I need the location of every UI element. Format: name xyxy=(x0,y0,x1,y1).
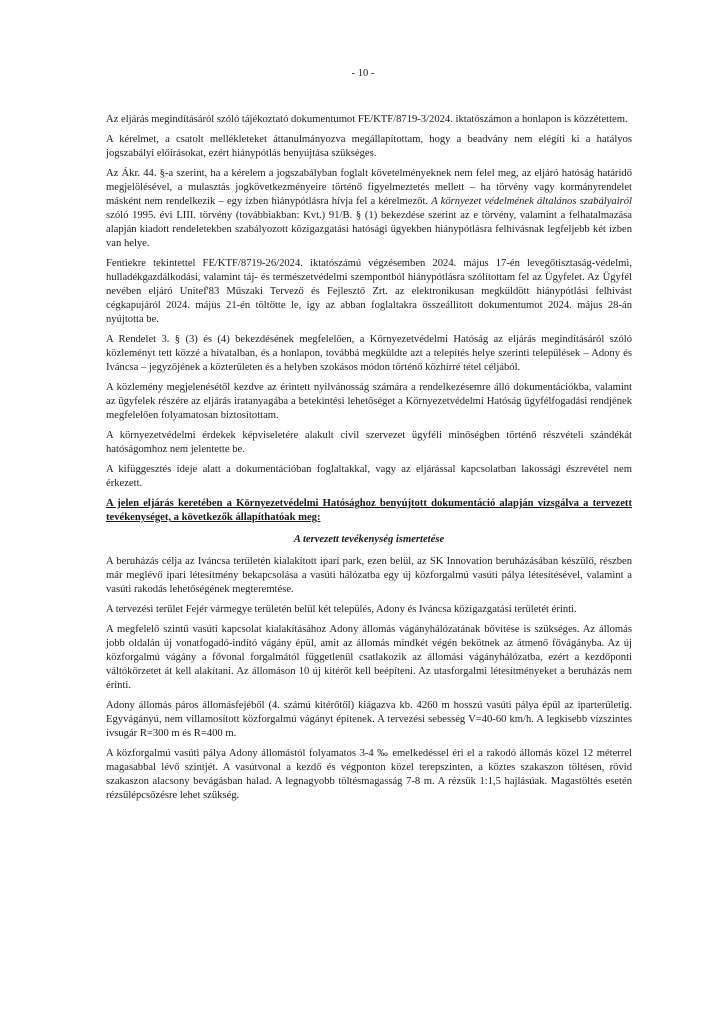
paragraph: A kifüggesztés ideje alatt a dokumentációban foglaltakkal, vagy az eljárással kapcsolatban lakossági észrevétel nem érkezett. xyxy=(106,464,632,489)
paragraph-text: Az Ákr. 44. §-a szerint, ha a kérelem a jogszabályban foglalt követelményeknek nem felel meg, az eljáró hatóság határidő megjelölésével, a mulasztás jogkövetkezményeire történő figyelmeztetés mellett – ha törvény vagy kormányrendelet másként nem rendelkezik – egy ízben hiánypótlásra hívja fel a kérelmezőt. xyxy=(106,168,632,207)
paragraph: A kérelmet, a csatolt mellékleteket áttanulmányozva megállapítottam, hogy a beadvány nem elégíti ki a hatályos jogszabályi előírásokat, ezért hiánypótlás benyújtása szükséges. xyxy=(106,134,632,159)
section-subheading: A tervezett tevékenység ismertetése xyxy=(293,534,445,545)
paragraph: Az eljárás megindításáról szóló tájékoztató dokumentumot FE/KTF/8719-3/2024. iktatószámon a honlapon is közzétettem. xyxy=(106,114,628,125)
paragraph: A közlemény megjelenésétől kezdve az érintett nyilvánosság számára a rendelkezésemre álló dokumentációkba, valamint az ügyfelek részére az eljárás iratanyagába a betekintési lehetőséget a Környezetvédelmi Hatóság ügyfélfogadási rendjének megfelelően folyamatosan biztosítottam. xyxy=(106,382,632,421)
paragraph: A környezetvédelmi érdekek képviseletére alakult civil szervezet ügyféli minőségben történő részvételi szándékát hatóságomhoz nem jelentette be. xyxy=(106,430,632,455)
section-heading: A jelen eljárás keretében a Környezetvédelmi Hatósághoz benyújtott dokumentáció alapján vizsgálva a tervezett tevékenységet, a következők állapíthatóak meg: xyxy=(106,498,632,523)
law-title-italic: A környezet védelmének általános szabályairól xyxy=(431,196,632,207)
paragraph: A közforgalmú vasúti pálya Adony állomástól folyamatos 3-4 ‰ emelkedéssel éri el a rakodó állomás közel 12 méterrel magasabbal lévő szintjét. A vasútvonal a kezdő és végponton közel terepszinten, a köztes szakaszon töltésen, rövid szakaszon alacsony bevágásban halad. A legnagyobb töltésmagasság 7-8 m. A rézsűk 1:1,5 hajlásúak. Magastöltés esetén rézsűlépcsőzésre lehet szükség. xyxy=(106,748,632,801)
paragraph-text: szóló 1995. évi LIII. törvény (továbbiakban: Kvt.) 91/B. § (1) bekezdése szerint az e törvény, valamint a felhatalmazása alapján kiadott rendeletekben szabályozott közigazgatási hatósági ügyekben hiánypótlásra felhívásnak legfeljebb két ízben van helye. xyxy=(106,210,632,249)
page-number: - 10 - xyxy=(351,68,375,79)
paragraph: Fentiekre tekintettel FE/KTF/8719-26/2024. iktatószámú végzésemben 2024. május 17-én levegőtisztaság-védelmi, hulladékgazdálkodási, valamint táj- és természetvédelmi szempontból hiánypótlásra szólítottam fel az Ügyfelet. Az Ügyfél nevében eljáró Unitef'83 Műszaki Tervező és Fejlesztő Zrt. az elektronikusan megküldött hiánypótlási felhívást cégkapujáról 2024. május 21-én töltötte le, így az abban foglaltakra összeállított dokumentumot 2024. május 28-án nyújtotta be. xyxy=(106,258,632,325)
paragraph: A megfelelő szintű vasúti kapcsolat kialakításához Adony állomás vágányhálózatának bővítése is szükséges. Az állomás jobb oldalán új vonatfogadó-indító vágány épül, amit az állomás mindkét végén bekötnek az átmenő fővágányba. Az új közforgalmú vágány a fővonal forgalmától függetlenül csatlakozik az állomási vágányhálózatba, ezért a kezdőponti váltókörzetet át kell alakítani. Az állomáson 10 új kitérőt kell beépíteni. Az utasforgalmi létesítményeket a beruházás nem érinti. xyxy=(106,624,632,691)
paragraph: A beruházás célja az Iváncsa területén kialakított ipari park, ezen belül, az SK Innovation beruházásában készülő, részben már meglévő ipari létesítmény bekapcsolása a vasúti hálózatba egy új közforgalmú vasúti pálya létesítésével, valamint a vasúti rakodás lehetőségének megteremtése. xyxy=(106,556,632,595)
paragraph: A Rendelet 3. § (3) és (4) bekezdésének megfelelően, a Környezetvédelmi Hatóság az eljárás megindításáról szóló közleményt tett közzé a hivatalban, és a honlapon, továbbá megküldte azt a telepítés helye szerinti települések – Adony és Iváncsa – jegyzőjének a közterületen és a helyben szokásos módon történő közhírré tétel céljából. xyxy=(106,334,632,373)
paragraph: Adony állomás páros állomásfejéből (4. számú kitérőtől) kiágazva kb. 4260 m hosszú vasúti pálya épül az iparterületig. Egyvágányú, nem villamosított közforgalmú vágányt építenek. A tervezési sebesség V=40-60 km/h. A legkisebb vízszintes ívsugár R=300 m és R=400 m. xyxy=(106,700,632,739)
page-body xyxy=(106,113,632,809)
paragraph: A tervezési terület Fejér vármegye területén belül két település, Adony és Iváncsa közigazgatási területét érinti. xyxy=(106,604,577,615)
paragraph-akr-44 xyxy=(106,167,632,251)
